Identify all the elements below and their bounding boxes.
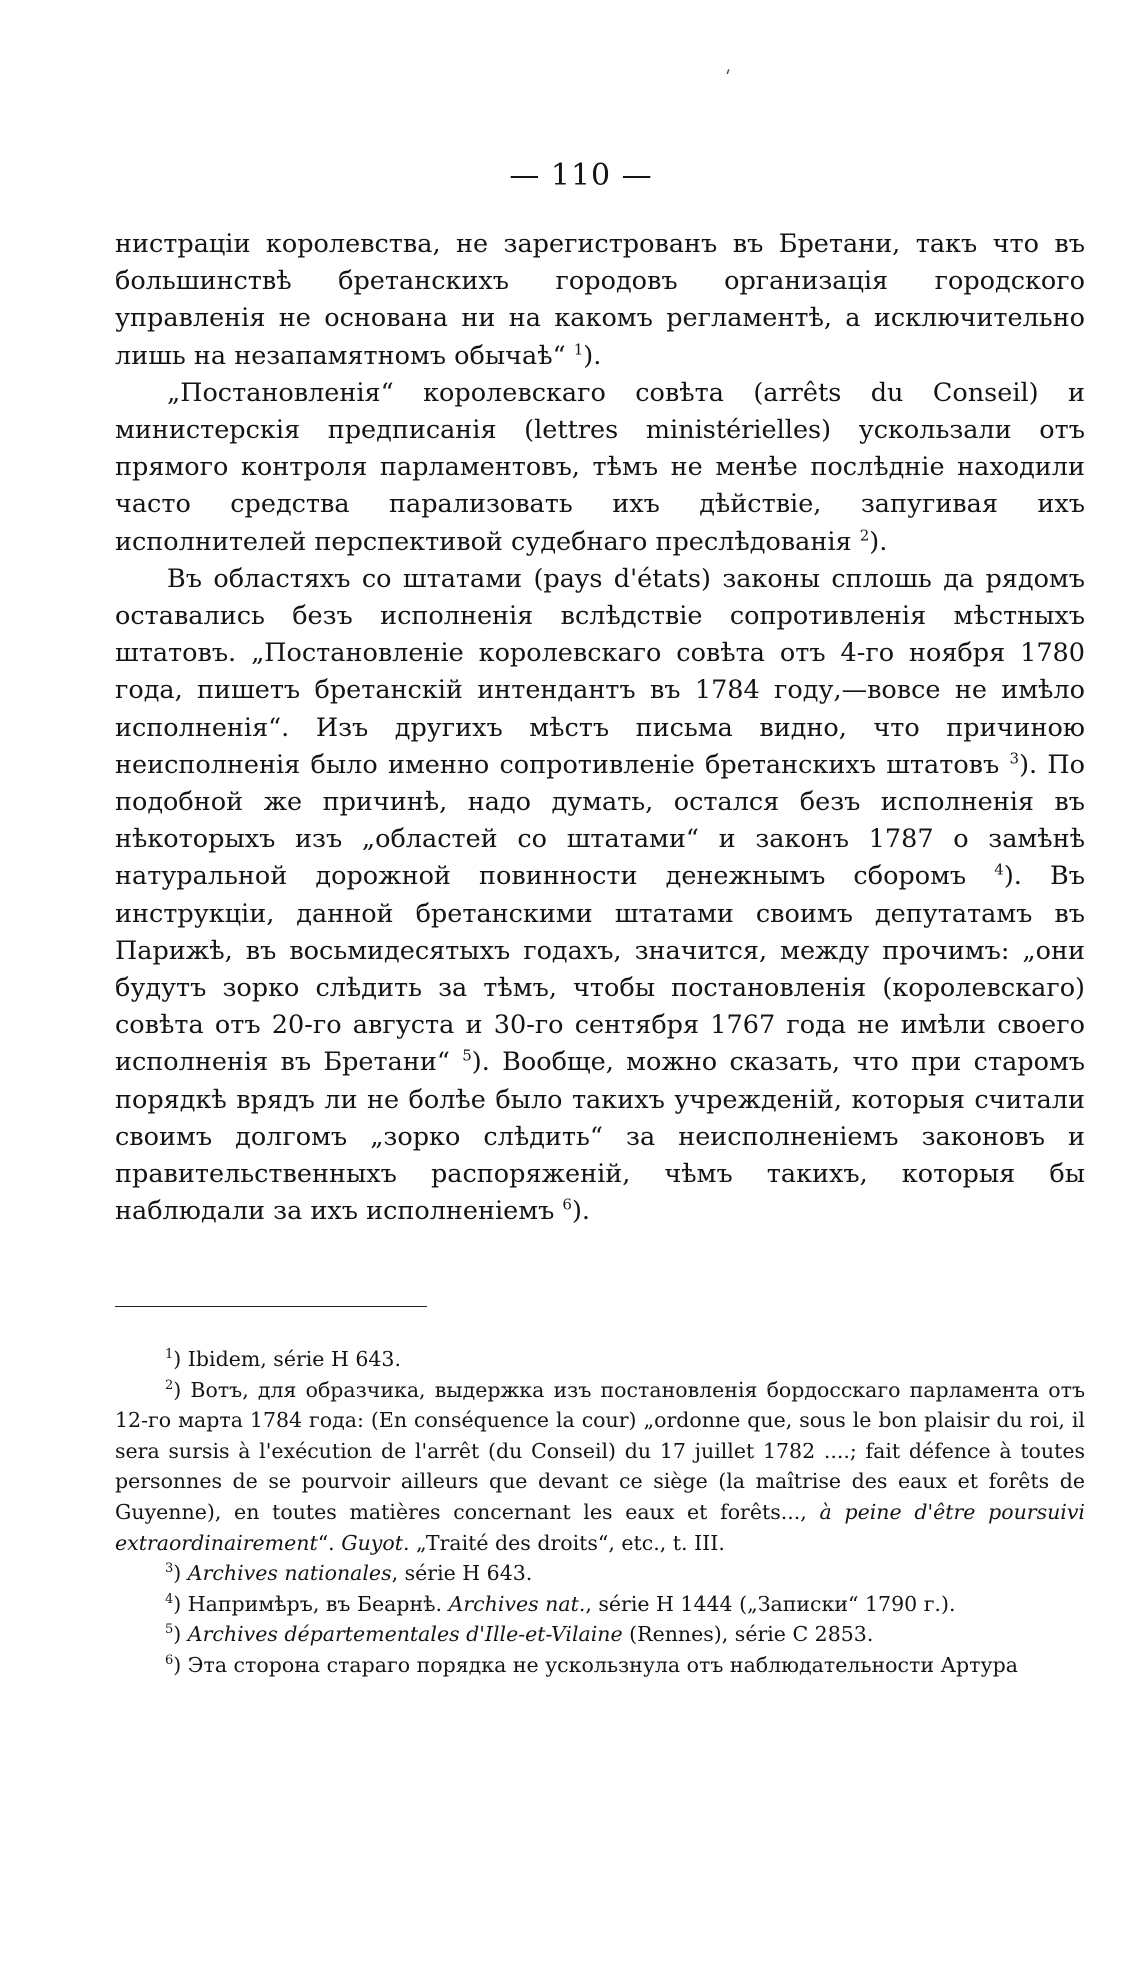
paragraph-3: Въ областяхъ со штатами (pays d'états) законы сплошь да рядомъ оставались безъ исполненія вслѣдствіе сопротивленія мѣстныхъ штатовъ. „Постановленіе королевскаго совѣта отъ 4-го ноября 1780 года, пишетъ бретанскій интендантъ въ 1784 году,—вовсе не имѣло исполненія“. Изъ другихъ мѣстъ письма видно, что причиною неисполненія было именно сопротивленіе бретанскихъ штатовъ $^3$). По подобной же причинѣ, надо думать, остался безъ исполненія въ нѣкоторыхъ изъ „областей со штатами“ и законъ 1787 о замѣнѣ натуральной дорожной повинности денежнымъ сборомъ $^4$). Въ инструкціи, данной бретанскими штатами своимъ депутатамъ въ Парижѣ, въ восьмидесятыхъ годахъ, значится, между прочимъ: „они будутъ зорко слѣдить за тѣмъ, чтобы постановленія (королевскаго) совѣта отъ 20-го августа и 30-го сентября 1767 года не имѣли своего исполненія въ Бретани“ $^5$). Вообще, можно сказать, что при старомъ порядкѣ врядъ ли не болѣе было такихъ учрежденій, которыя считали своимъ долгомъ „зорко слѣдить“ за неисполненіемъ законовъ и правительственныхъ распоряженій, чѣмъ такихъ, которыя бы наблюдали за ихъ исполненіемъ $^6$). bbox=[115, 563, 1086, 1227]
footnote-ref-3: 3 bbox=[1009, 749, 1020, 768]
page-number: — 110 — bbox=[509, 158, 653, 193]
stray-ink-mark: ' bbox=[720, 65, 733, 88]
footnote-ref-6: 6 bbox=[562, 1195, 572, 1214]
footnote-6: $^6$) Эта сторона стараго порядка не ускользнула отъ наблюдательности Артура bbox=[165, 1652, 1018, 1677]
paragraph-2: „Постановленія“ королевскаго совѣта (arrêts du Conseil) и министерскія предписанія (lettres ministérielles) ускользали отъ прямого контроля парламентовъ, тѣмъ не менѣе послѣдніе находили часто средства парализовать ихъ дѣйствіе, запугивая ихъ исполнителей перспективой судебнаго преслѣдованія $^2$). bbox=[115, 377, 1085, 557]
main-text bbox=[115, 226, 1085, 1230]
footnote-5: $^5$) Archives départementales d'Ille-et-Vilaine (Rennes), série C 2853. bbox=[165, 1622, 874, 1647]
footnote-ref-5: 5 bbox=[462, 1046, 472, 1065]
footnote-3: $^3$) Archives nationales, série H 643. bbox=[165, 1561, 533, 1586]
footnote-ref-4: 4 bbox=[994, 860, 1004, 879]
footnote-ref-2: 2 bbox=[859, 526, 870, 545]
footnote-2: $^2$) Вотъ, для образчика, выдержка изъ постановленія бордосскаго парламента отъ 12-го марта 1784 года: (En conséquence la cour) „ordonne que, sous le bon plaisir du roi, il sera sursis à l'exécution de l'arrêt (du Conseil) du 17 juillet 1782 ....; fait défence à toutes personnes de se pourvoir ailleurs que devant ce siège (la maîtrise des eaux et forêts de Guyenne), en toutes matières concernant les eaux et forêts..., à peine d'être poursuivi extraordinairement“. Guyot. „Traité des droits“, etc., t. III. bbox=[115, 1377, 1085, 1555]
footnotes bbox=[115, 1344, 1085, 1681]
footnote-1: $^1$) Ibidem, série H 643. bbox=[165, 1347, 401, 1371]
footnote-4: $^4$) Напримѣръ, въ Беарнѣ. Archives nat., série H 1444 („Записки“ 1790 г.). bbox=[165, 1591, 956, 1616]
footnote-divider bbox=[115, 1306, 427, 1307]
paragraph-1: нистраціи королевства, не зарегистрованъ въ Бретани, такъ что въ большинствѣ бретанскихъ городовъ организація городского управленія не основана ни на какомъ регламентѣ, а исключительно лишь на незапамятномъ обычаѣ“ $^1$). bbox=[115, 229, 1085, 371]
footnote-ref-1: 1 bbox=[573, 340, 584, 359]
